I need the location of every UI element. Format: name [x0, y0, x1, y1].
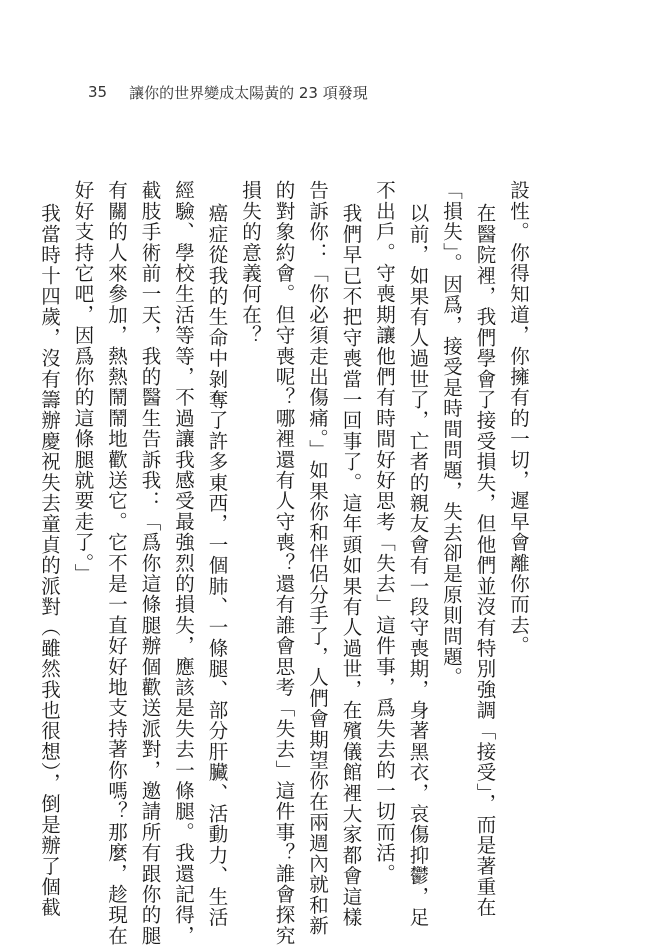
text-column: 好好支持它吧，因爲你的這條腿就要走了。」: [71, 180, 95, 585]
text-column: 有關的人來參加，熱熱鬧鬧地歡送它。它不是一直好好地支持著你嗎？那麼，趁現在: [105, 180, 128, 946]
text-column: 以前，如果有人過世了，亡者的親友會有一段守喪期，身著黑衣，哀傷抑鬱，足: [406, 203, 430, 928]
text-column: 設性。你得知道，你擁有的一切，遲早會離你而去。: [507, 180, 530, 657]
text-column: 癌症從我的生命中剝奪了許多東西，一個肺、一條腿、部分肝臟、活動力、生活: [205, 203, 229, 928]
running-header: [88, 80, 368, 104]
text-column: 截肢手術前一天，我的醫生告訴我：「爲你這條腿辦個歡送派對，邀請所有跟你的腿: [138, 180, 162, 946]
text-column: 損失的意義何在？: [239, 180, 262, 346]
text-column: 我當時十四歲，沒有籌辦慶祝失去童貞的派對（雖然我也很想），倒是辦了個截: [38, 203, 61, 919]
text-column: 我們早已不把守喪當一回事了。這年頭如果有人過世，在殯儀館裡大家都會這樣: [339, 203, 363, 928]
text-column: 經驗、學校生活等等，不過讓我感受最強烈的損失，應該是失去一條腿。我還記得，: [172, 180, 195, 946]
text-column: 告訴你：「你必須走出傷痛。」如果你和伴侶分手了，人們會期望你在兩週內就和新: [306, 180, 329, 937]
page-number: 35: [88, 83, 108, 101]
text-column: 的對象約會。但守喪呢？哪裡還有人守喪？還有誰會思考「失去」這件事？誰會探究: [272, 180, 296, 946]
text-column: 「損失」。因爲，接受是時間問題，失去卻是原則問題。: [440, 180, 463, 688]
vertical-body-text: [33, 180, 536, 946]
book-title: 讓你的世界變成太陽黃的 23 項發現: [129, 83, 368, 102]
text-column: 不出戶。守喪期讓他們有時間好好思考「失去」這件事，爲失去的一切而活。: [373, 180, 396, 884]
text-column: 在醫院裡，我們學會了接受損失，但他們並沒有特別強調「接受」，而是著重在: [473, 203, 497, 919]
